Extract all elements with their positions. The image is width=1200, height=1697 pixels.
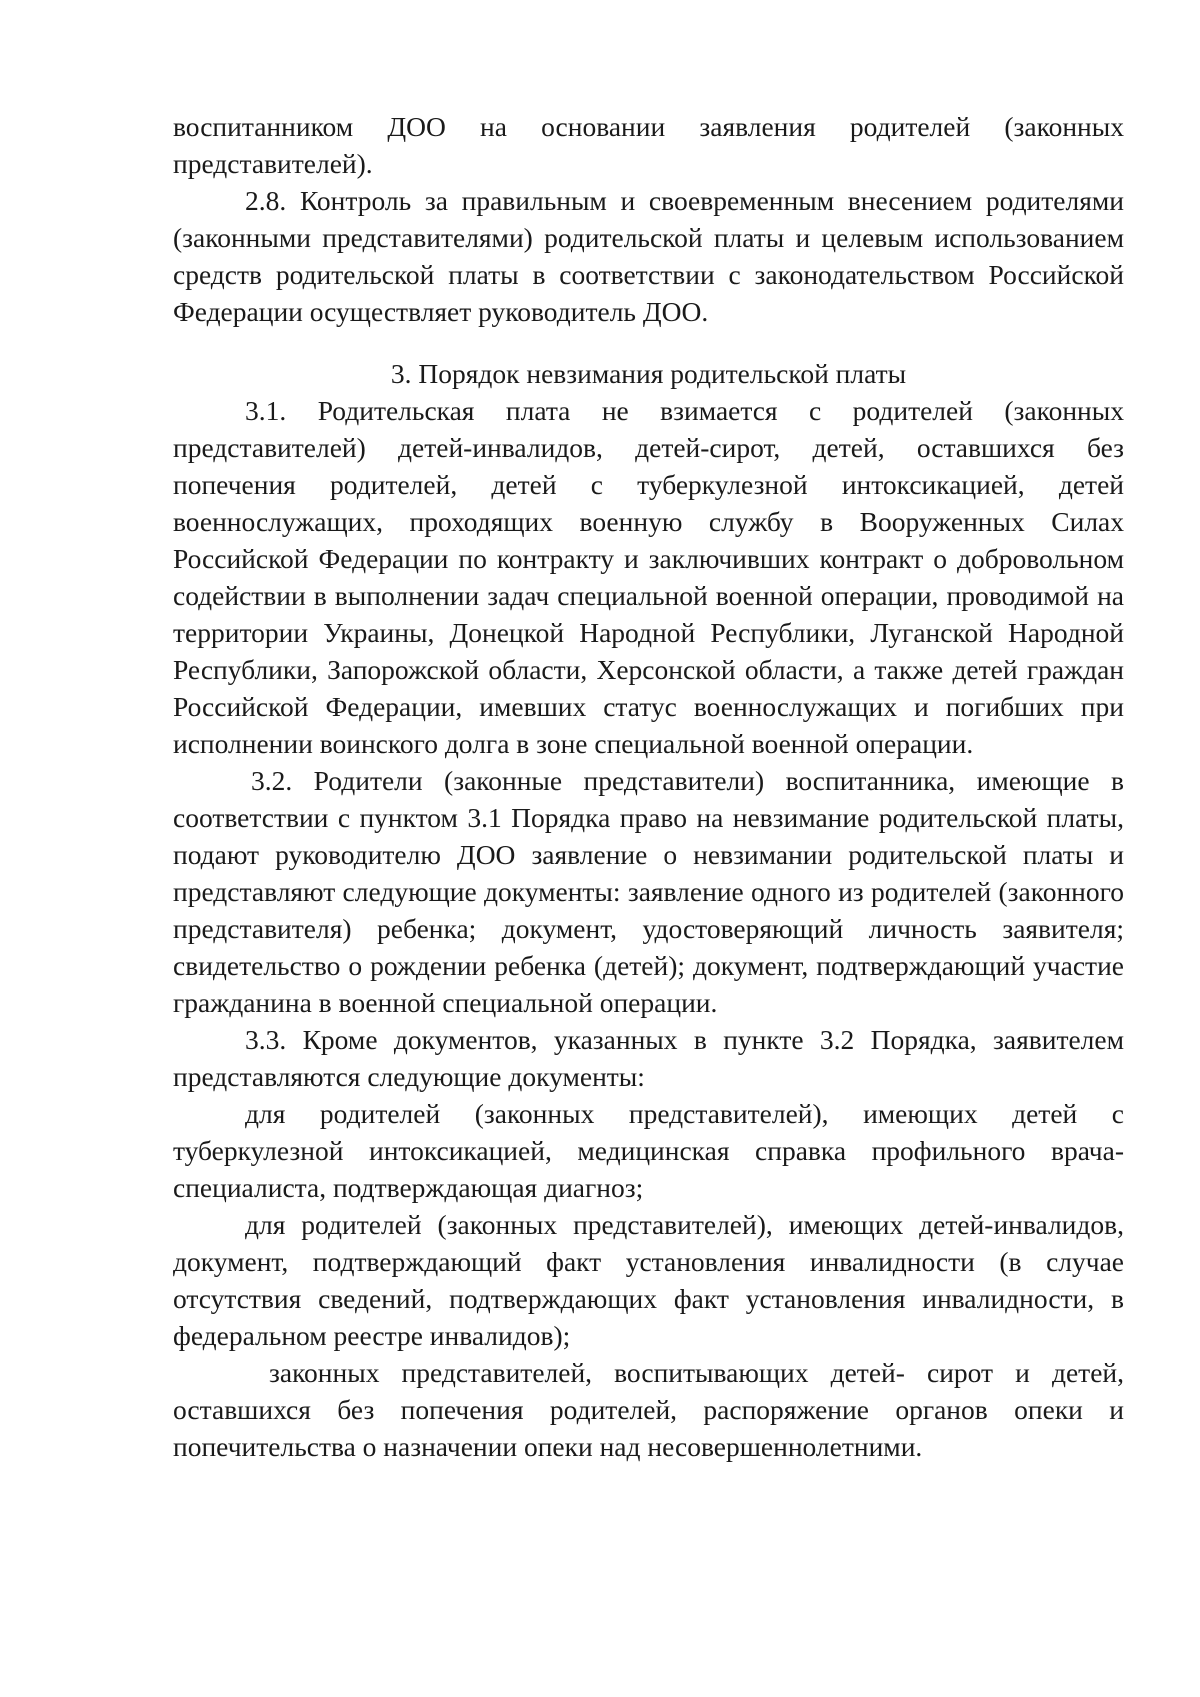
paragraph-3-2: 3.2. Родители (законные представители) воспитанника, имеющие в соответствии с пунктом 3.1 Порядка право на невзимание родительской платы, подают руководителю ДОО заявление о невзимании родительской платы и представляют следующие документы: заявление одного из родителей (законного представителя) ребенка; документ, удостоверяющий личность заявителя; свидетельство о рождении ребенка (детей); документ, подтверждающий участие гражданина в военной специальной операции. bbox=[173, 765, 1124, 1018]
paragraph-continuation: воспитанником ДОО на основании заявления родителей (законных представителей). bbox=[173, 111, 1124, 179]
document-page bbox=[173, 108, 1124, 1465]
paragraph-2-8: 2.8. Контроль за правильным и своевременным внесением родителями (законными представителями) родительской платы и целевым использованием средств родительской платы в соответствии с законодательством Российской Федерации осуществляет руководитель ДОО. bbox=[173, 185, 1124, 327]
section-3-title: 3. Порядок невзимания родительской платы bbox=[390, 358, 907, 389]
paragraph-3-3-c: законных представителей, воспитывающих детей- сирот и детей, оставшихся без попечения родителей, распоряжение органов опеки и попечительства о назначении опеки над несовершеннолетними. bbox=[173, 1357, 1124, 1462]
paragraph-3-3-b: для родителей (законных представителей), имеющих детей-инвалидов, документ, подтверждающий факт установления инвалидности (в случае отсутствия сведений, подтверждающих факт установления инвалидности, в федеральном реестре инвалидов); bbox=[173, 1209, 1124, 1351]
paragraph-3-3-a: для родителей (законных представителей), имеющих детей с туберкулезной интоксикацией, медицинская справка профильного врача-специалиста, подтверждающая диагноз; bbox=[173, 1098, 1124, 1203]
paragraph-3-1: 3.1. Родительская плата не взимается с родителей (законных представителей) детей-инвалидов, детей-сирот, детей, оставшихся без попечения родителей, детей с туберкулезной интоксикацией, детей военнослужащих, проходящих военную службу в Вооруженных Силах Российской Федерации по контракту и заключивших контракт о добровольном содействии в выполнении задач специальной военной операции, проводимой на территории Украины, Донецкой Народной Республики, Луганской Народной Республики, Запорожской области, Херсонской области, а также детей граждан Российской Федерации, имевших статус военнослужащих и погибших при исполнении воинского долга в зоне специальной военной операции. bbox=[173, 395, 1124, 759]
paragraph-3-3: 3.3. Кроме документов, указанных в пункте 3.2 Порядка, заявителем представляются следующие документы: bbox=[173, 1024, 1124, 1092]
